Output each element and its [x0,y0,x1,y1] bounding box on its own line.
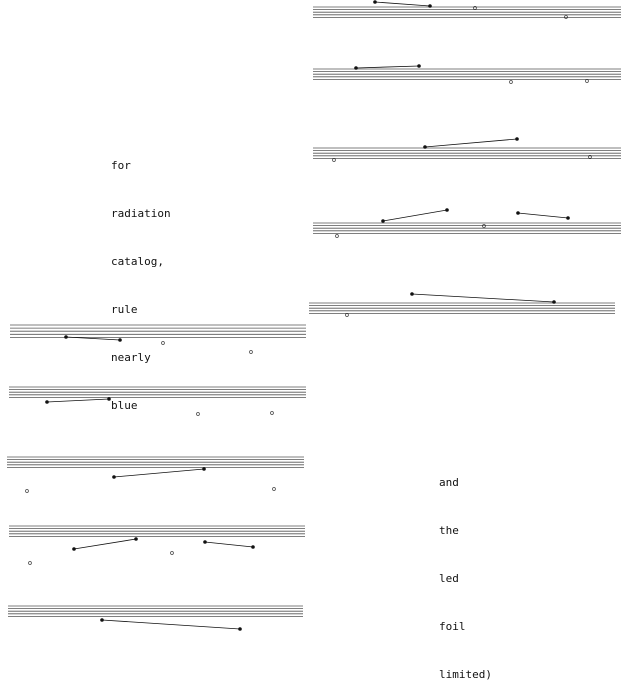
beam-line [205,542,253,547]
staff-lines [313,223,621,233]
note-head [417,64,421,68]
note-head [112,475,116,479]
note-head [381,219,385,223]
note-head [202,467,206,471]
note-head [203,540,207,544]
open-note: o [24,487,30,495]
open-note: o [248,348,254,356]
poem-line: for [111,159,131,172]
note-head [373,0,377,4]
note-head [64,335,68,339]
staff-lines [8,606,303,616]
open-note: o [195,410,201,418]
beam-line [518,213,568,218]
staff-lines [9,526,305,536]
beam-line [383,210,447,221]
open-note: o [269,409,275,417]
note-head [552,300,556,304]
note-head [134,537,138,541]
poem-block-lower [439,443,492,699]
poem-line: blue [111,399,138,412]
open-note: o [472,4,478,12]
note-head [423,145,427,149]
note-head [428,4,432,8]
open-note: o [271,485,277,493]
note-head [238,627,242,631]
note-head [251,545,255,549]
open-note: o [331,156,337,164]
note-head [72,547,76,551]
open-note: o [27,559,33,567]
open-note: o [169,549,175,557]
open-note: o [334,232,340,240]
beam-line [102,620,240,629]
beam-line [412,294,554,302]
open-note: o [481,222,487,230]
staff-lines [313,69,621,79]
beam-line [356,66,419,68]
note-head [45,400,49,404]
note-head [354,66,358,70]
poem-line: limited) [439,668,492,681]
note-head [516,211,520,215]
beam-line [114,469,204,477]
note-head [445,208,449,212]
beam-line [74,539,136,549]
staff-lines [7,457,304,467]
note-head [566,216,570,220]
poem-line: catalog, [111,255,164,268]
open-note: o [584,77,590,85]
beam-line [375,2,430,6]
poem-line: and [439,476,459,489]
note-head [515,137,519,141]
poem-line: radiation [111,207,171,220]
poem-line: nearly [111,351,151,364]
staff-lines [309,303,615,313]
poem-line: the [439,524,459,537]
open-note: o [563,13,569,21]
beam-line [425,139,517,147]
staff-lines [313,148,621,158]
poem-block-upper [111,126,171,430]
staff-lines [313,7,621,17]
poem-line: rule [111,303,138,316]
note-head [410,292,414,296]
beam-line [47,399,109,402]
open-note: o [160,339,166,347]
open-note: o [344,311,350,319]
open-note: o [587,153,593,161]
open-note: o [508,78,514,86]
poem-line: led [439,572,459,585]
poem-line: foil [439,620,466,633]
note-head [100,618,104,622]
